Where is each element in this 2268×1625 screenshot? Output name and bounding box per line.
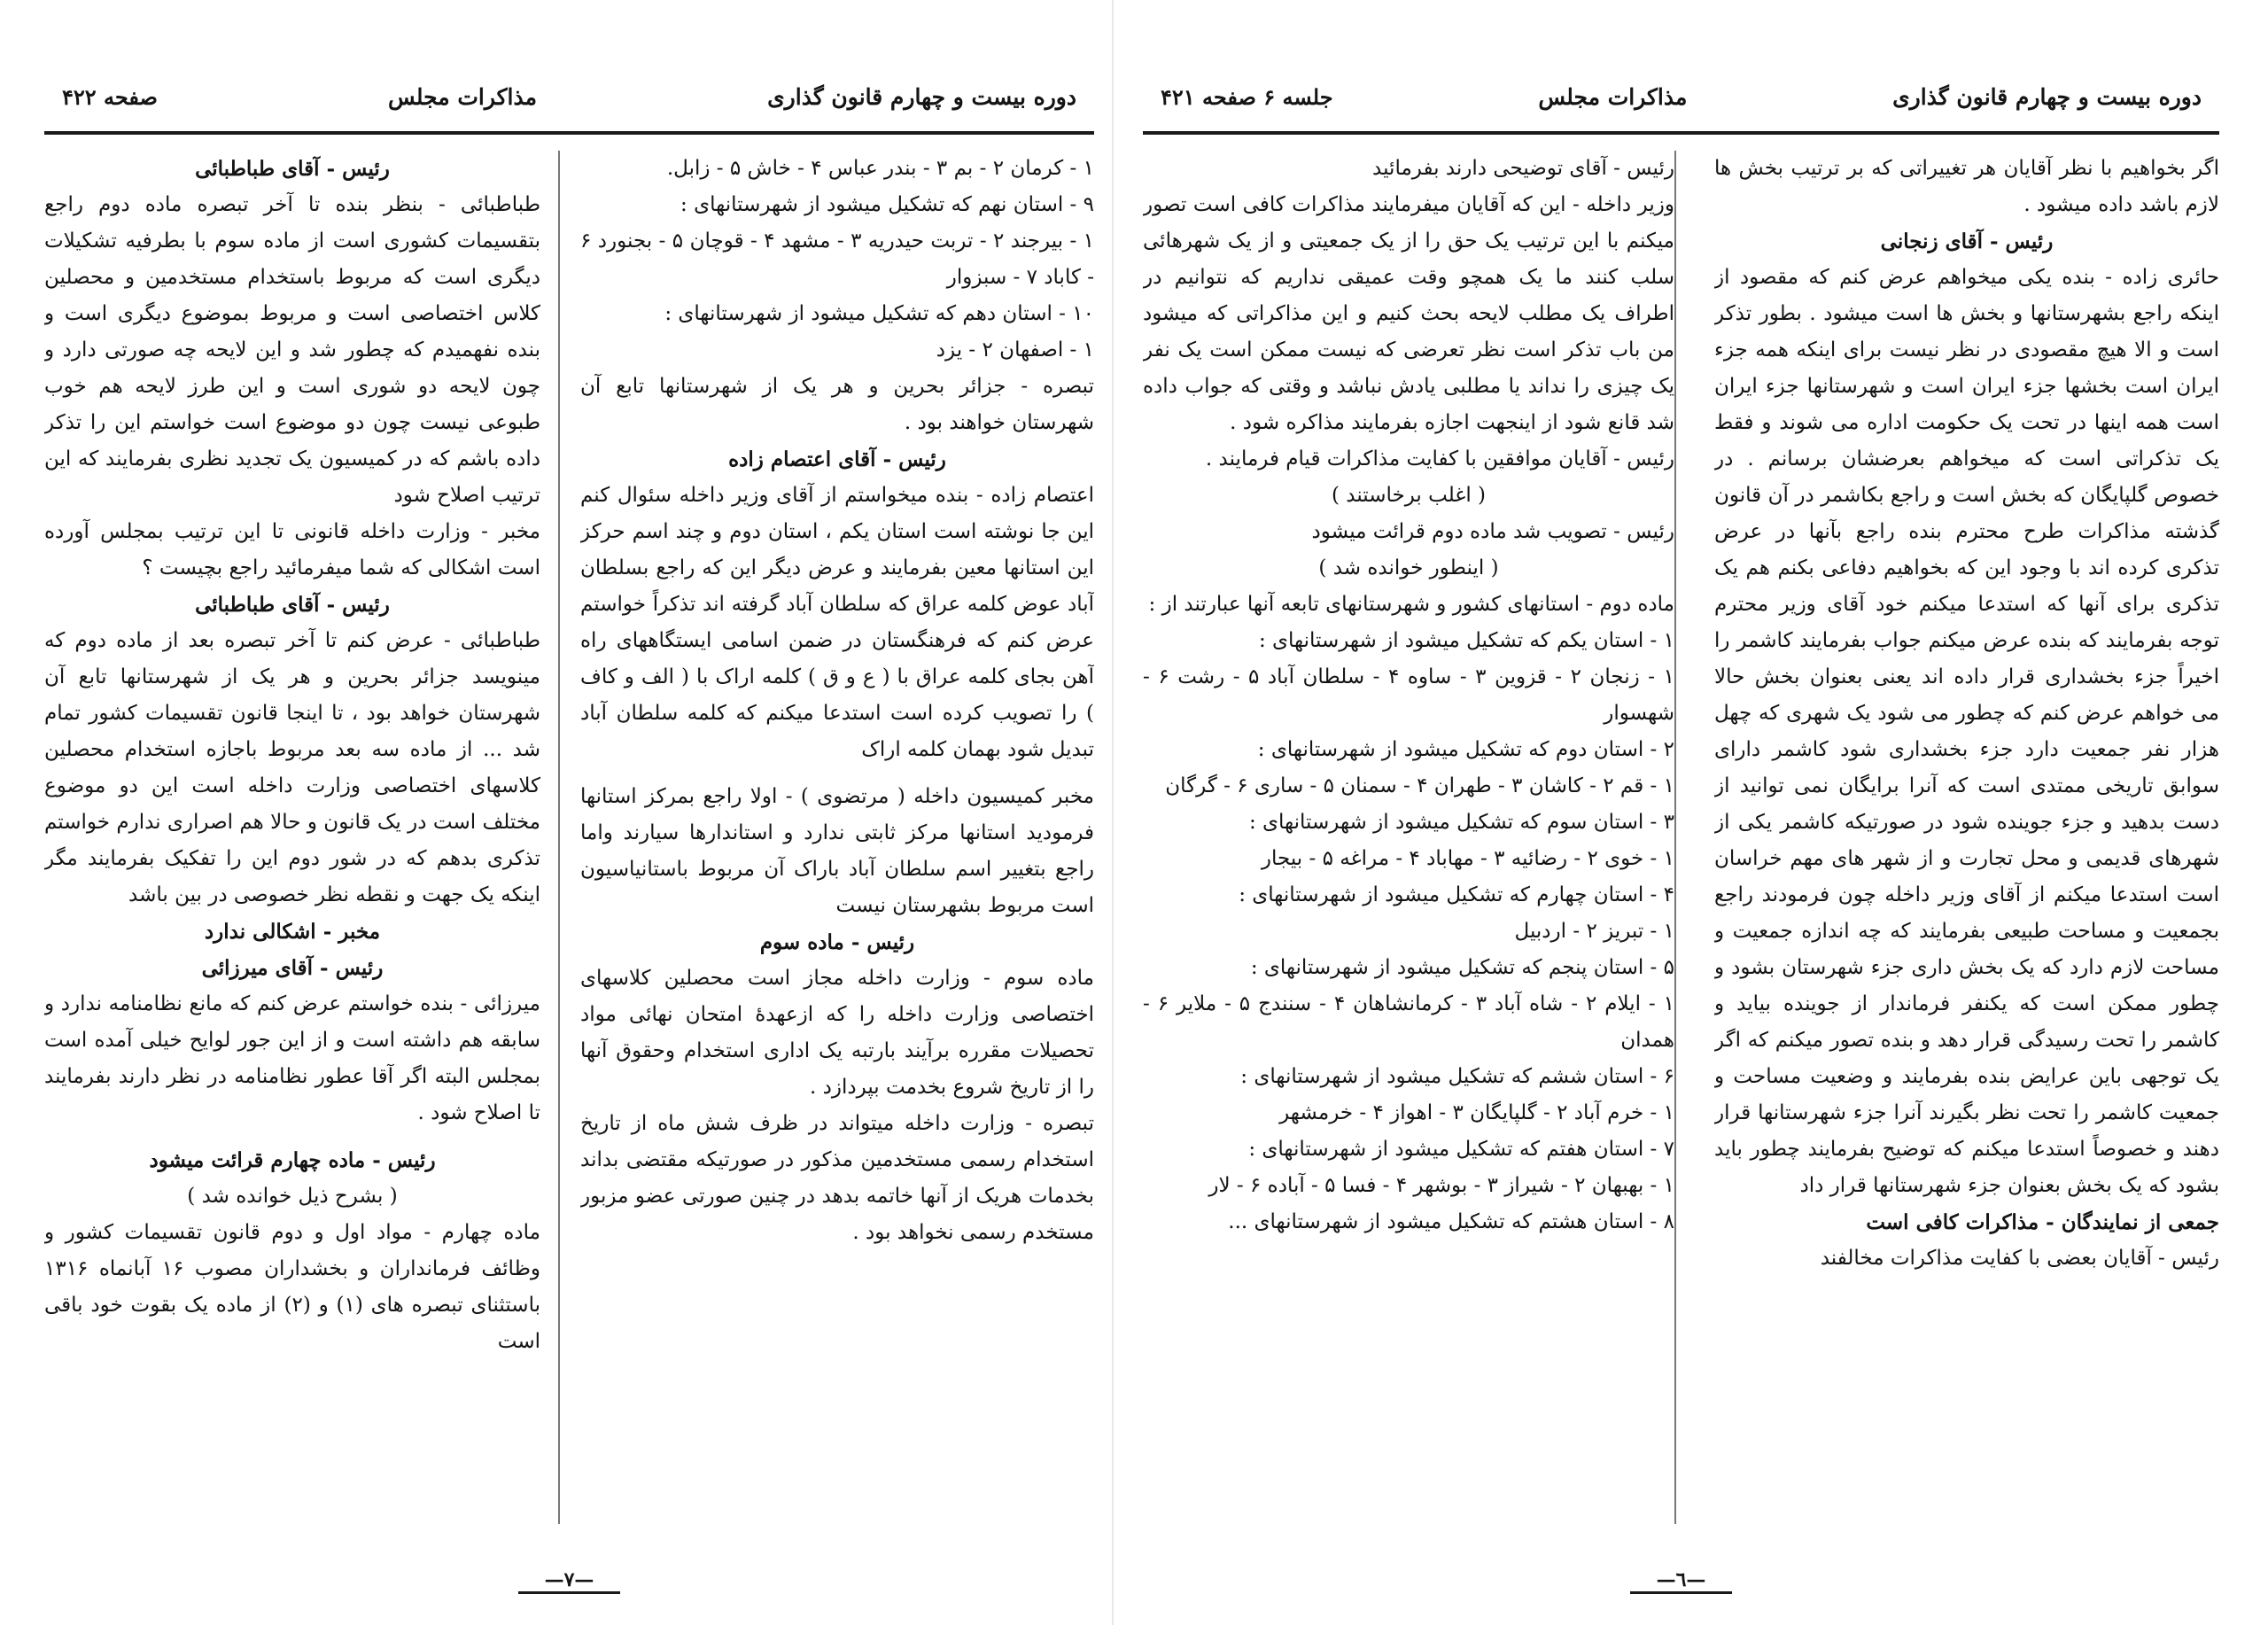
header-session-title: دوره بیست و چهارم قانون گذاری <box>767 83 1076 110</box>
left-page-footer <box>44 1568 1094 1604</box>
speaker-line: رئیس - آقای طباطبائی <box>195 157 390 181</box>
paragraph: اعتصام زاده - بنده میخواستم از آقای وزیر داخله سئوال کنم این جا نوشته است استان یکم ، استان دوم و چند اسم حرکز این استانها معین بفرمایند و عرض دیگر این که راجع بسلطان آباد عوض کلمه عراق که سلطان آباد گرفته اند تذکراً خواستم عرض کنم که فرهنگستان در ضمن اسامی ایستگاههای راه آهن بجای کلمه عراق با ( ع و ق ) کلمه اراک با ( الف و کاف ) را تصویب کرده است استدعا میکنم که کلمه سلطان آباد تبدیل شود بهمان کلمه اراک <box>580 484 1094 761</box>
header-page-number: جلسه ۶ صفحه ۴۲۱ <box>1161 83 1333 110</box>
list-item: ۱ - استان یکم که تشکیل میشود از شهرستانهای : <box>1258 629 1674 652</box>
paragraph: مخبر - وزارت داخله قانونی تا این ترتیب بمجلس آورده است اشکالی که شما میفرمائید راجع بچیست ؟ <box>44 520 540 579</box>
paragraph: ۱ - اصفهان ۲ - یزد <box>936 338 1094 362</box>
paragraph: ماده چهارم - مواد اول و دوم قانون تقسیمات کشور و وظائف فرمانداران و بخشداران مصوب ۱۶ آبانماه ۱۳۱۶ باستثنای تبصره های (۱) و (۲) از ماده یک بقوت خود باقی است <box>44 1221 540 1353</box>
left-page-left-column <box>44 151 540 1542</box>
paragraph: ماده سوم - وزارت داخله مجاز است محصلین کلاسهای اختصاصی وزارت داخله را که ازعهدهٔ امتحان نهائی مواد تحصیلات مقرره برآیند بارتبه یک اداری استخدام وحقوق آنها را از تاریخ شروع بخدمت بپردازد . <box>580 967 1094 1099</box>
list-item: ۱ - خرم آباد ۲ - گلپایگان ۳ - اهواز ۴ - خرمشهر <box>1279 1101 1674 1124</box>
paragraph: تبصره - وزارت داخله میتواند در ظرف شش ماه از تاریخ استخدام رسمی مستخدمین مذکور در صورتیکه مقتضی بداند بخدمات هریک از آنها خاتمه بدهد در چنین صورتی عضو مزبور مستخدم رسمی نخواهد بود . <box>580 1112 1094 1244</box>
footer-page-mark: —٦— <box>1630 1568 1733 1594</box>
list-item: ۱ - قم ۲ - کاشان ۳ - طهران ۴ - سمنان ۵ - ساری ۶ - گرگان <box>1165 774 1674 797</box>
paragraph: ۹ - استان نهم که تشکیل میشود از شهرستانهای : <box>680 193 1094 216</box>
list-item: ۱ - بهبهان ۲ - شیراز ۳ - بوشهر ۴ - فسا ۵ - آباده ۶ - لار <box>1208 1174 1674 1197</box>
right-page-footer <box>1143 1568 2219 1604</box>
right-page-header <box>1143 62 2219 135</box>
paragraph: اگر بخواهیم با نظر آقایان هر تغییراتی که بر ترتیب بخش ها لازم باشد داده میشود . <box>1714 157 2219 216</box>
paragraph: طباطبائی - بنظر بنده تا آخر تبصره ماده دوم راجع بتقسیمات کشوری است از ماده سوم با بطرفیه تشکیلات دیگری است که مربوط باستخدام مستخدمین و محصلین کلاس اختصاصی است و مربوط بموضوع دیگری است و بنده نفهمیدم که چطور شد و این لایحه چه صورتی دارد و چون لایحه دو شوری است و این طرز لایحه هم خوب طبوعی نیست چون دو موضوع است خواستم این را تذکر داده باشم که در کمیسیون یک تجدید نظری بفرمایند که این ترتیب اصلاح شود <box>44 193 540 507</box>
paragraph: ۱ - کرمان ۲ - بم ۳ - بندر عباس ۴ - خاش ۵ - زابل. <box>666 157 1094 180</box>
list-item: ۳ - استان سوم که تشکیل میشود از شهرستانهای : <box>1248 811 1674 834</box>
list-item: ۵ - استان پنجم که تشکیل میشود از شهرستانهای : <box>1250 956 1674 979</box>
paragraph: ۱ - بیرجند ۲ - تربت حیدریه ۳ - مشهد ۴ - قوچان ۵ - بجنورد ۶ - کاباد ۷ - سبزوار <box>580 229 1094 289</box>
paragraph: ماده دوم - استانهای کشور و شهرستانهای تابعه آنها عبارتند از : <box>1148 593 1674 616</box>
paragraph: رئیس - آقایان بعضی با کفایت مذاکرات مخالفند <box>1820 1247 2219 1270</box>
list-item: ۱ - تبریز ۲ - اردبیل <box>1514 920 1674 943</box>
column-divider <box>1674 151 1676 1524</box>
header-proceedings-title: مذاکرات مجلس <box>1538 83 1688 110</box>
right-page-right-column <box>1714 151 2219 1542</box>
left-page-right-column <box>580 151 1094 1542</box>
list-item: ۴ - استان چهارم که تشکیل میشود از شهرستانهای : <box>1239 883 1674 906</box>
stage-direction: ( اغلب برخاستند ) <box>1331 484 1487 507</box>
footer-page-mark: —٧— <box>518 1568 621 1594</box>
list-item: ۲ - استان دوم که تشکیل میشود از شهرستانهای : <box>1257 738 1674 761</box>
right-page-left-column <box>1143 151 1674 1542</box>
speaker-line: رئیس - ماده چهارم قرائت میشود <box>149 1148 436 1172</box>
book-gutter <box>1112 0 1114 1625</box>
paragraph: میرزائی - بنده خواستم عرض کنم که مانع نظامنامه ندارد و سابقه هم داشته است و از این جور لوایح خیلی آمده است بمجلس البته اگر آقا عطور نظامنامه در نظر دارند بفرمایند تا اصلاح شود . <box>44 992 540 1124</box>
paragraph: رئیس - تصویب شد ماده دوم قرائت میشود <box>1311 520 1674 543</box>
paragraph: مخبر کمیسیون داخله ( مرتضوی ) - اولا راجع بمرکز استانها فرمودید استانها مرکز ثابتی ندارد و استاندارها سیارند واما راجع بتغییر اسم سلطان آباد باراک آن مربوط باستانیاسیون است مربوط بشهرستان نیست <box>580 785 1094 917</box>
left-page <box>44 62 1094 1604</box>
speaker-line: رئیس - آقای طباطبائی <box>195 593 390 617</box>
speaker-line: مخبر - اشکالی ندارد <box>204 920 381 944</box>
list-item: ۶ - استان ششم که تشکیل میشود از شهرستانهای : <box>1240 1065 1674 1088</box>
paragraph: تبصره - جزائر بحرین و هر یک از شهرستانها تابع آن شهرستان خواهند بود . <box>580 375 1094 434</box>
paragraph: وزیر داخله - این که آقایان میفرمایند مذاکرات کافی است تصور میکنم با این ترتیب یک حق را از یک جمعیتی و از یک شهرهائی سلب کنند ما یک همچو وقت عمیقی نداریم که نتوانیم در اطراف یک مطلب لایحه بحث کنیم و این مذاکراتی که میشود من باب تذکر است نظر تعرضی که نیست ممکن است یک نفر یک چیزی را نداند یا مطلبی یادش نباشد و وقتی که جواب داده شد قانع شود از اینجهت اجازه بفرمایند مذاکره شود . <box>1143 193 1674 434</box>
speaker-line: رئیس - ماده سوم <box>759 930 915 954</box>
paragraph: رئیس - آقایان موافقین با کفایت مذاکرات قیام فرمایند . <box>1205 447 1674 470</box>
paragraph: طباطبائی - عرض کنم تا آخر تبصره بعد از ماده دوم که مینویسد جزائر بحرین و هر یک از شهرستانها تابع آن شهرستان خواهد بود ، تا اینجا قانون تقسیمات کشور تمام شد ... از ماده سه بعد مربوط باجازه استخدام محصلین کلاسهای اختصاصی وزارت داخله است این دو موضوع مختلف است در یک قانون و حالا هم اصراری ندارم خواستم تذکری بدهم که در شور دوم این را تفکیک بفرمایند مگر اینکه یک جهت و نقطه نظر خصوصی در بین باشد <box>44 629 540 906</box>
stage-direction: ( بشرح ذیل خوانده شد ) <box>187 1185 398 1208</box>
list-item: ۱ - ایلام ۲ - شاه آباد ۳ - کرمانشاهان ۴ - سنندج ۵ - ملایر ۶ - همدان <box>1143 992 1674 1052</box>
paragraph: حائری زاده - بنده یکی میخواهم عرض کنم که مقصود از اینکه راجع بشهرستانها و بخش ها است میشود . بطور تذکر است و الا هیچ مقصودی در نظر نیست برای اینکه همه جزء ایران است بخشها جزء ایران است و شهرستانها جزء ایران است همه اینها در تحت یک حکومت اداره می شوند و فقط یک تذکراتی است که میخواهم بعرضشان برسانم . در خصوص گلپایگان که بخش است و راجع بکاشمر در آن قانون گذشته مذاکرات طرح محترم بنده راجع بآنها در عرض تذکری کرده اند با وجود این که بخواهیم دفاعی بکنم هم یک تذکری برای آنها که استدعا میکنم خود آقای وزیر محترم توجه بفرمایند که بنده عرض میکنم جواب بفرمایند کاشمر را اخیراً جزء بخشداری قرار داده اند یعنی بعنوان بخش حالا می خواهم عرض کنم که چطور می شود یک شهری که چهل هزار نفر جمعیت دارد جزء بخشداری شود کاشمر دارای سوابق تاریخی ممتدی است که آنرا برایگان نمی توانید از دست بدهید و جزء جوینده شود در صورتیکه کاشمر یکی از شهرهای قدیمی و محل تجارت و از شهر های مهم خراسان است استدعا میکنم از آقای وزیر داخله چون فرمودند راجع بجمعیت و مساحت طبیعی بفرمایند که چه اندازه جمعیت و مساحت لازم دارد که یک بخش داری جزء شهرستان بشود و چطور ممکن است که یکنفر فرماندار از جوینده بیاید و کاشمر را تحت رسیدگی قرار دهد و بنده تصور میکنم که اگر یک توجهی باین عرایض بنده بفرمایند و وضعیت مساحت و جمعیت کاشمر را تحت نظر بگیرند آنرا جزء شهرستانها قرار دهند و خصوصاً استدعا میکنم که توضیح بفرمایند چطور باید بشود که یک بخش بعنوان جزء شهرستانها قرار داد <box>1714 266 2219 1197</box>
list-item: ۷ - استان هفتم که تشکیل میشود از شهرستانهای : <box>1248 1138 1674 1161</box>
stage-direction: ( اینطور خوانده شد ) <box>1318 556 1499 579</box>
right-page <box>1143 62 2219 1604</box>
list-item: ۸ - استان هشتم که تشکیل میشود از شهرستانهای ... <box>1228 1210 1674 1233</box>
speaker-line: جمعی از نمایندگان - مذاکرات کافی است <box>1866 1210 2219 1234</box>
list-item: ۱ - خوی ۲ - رضائیه ۳ - مهاباد ۴ - مراغه ۵ - بیجار <box>1261 847 1674 870</box>
paragraph: ۱۰ - استان دهم که تشکیل میشود از شهرستانهای : <box>664 302 1094 325</box>
header-session-title: دوره بیست و چهارم قانون گذاری <box>1892 83 2202 110</box>
left-page-header <box>44 62 1094 135</box>
paragraph: رئیس - آقای توضیحی دارند بفرمائید <box>1372 157 1674 180</box>
header-proceedings-title: مذاکرات مجلس <box>388 83 538 110</box>
header-page-number: صفحه ۴۲۲ <box>62 83 158 110</box>
speaker-line: رئیس - آقای زنجانی <box>1880 229 2054 253</box>
speaker-line: رئیس - آقای میرزائی <box>201 956 384 980</box>
list-item: ۱ - زنجان ۲ - قزوین ۳ - ساوه ۴ - سلطان آباد ۵ - رشت ۶ - شهسوار <box>1143 665 1674 725</box>
speaker-line: رئیس - آقای اعتصام زاده <box>728 447 946 471</box>
column-divider <box>558 151 560 1524</box>
